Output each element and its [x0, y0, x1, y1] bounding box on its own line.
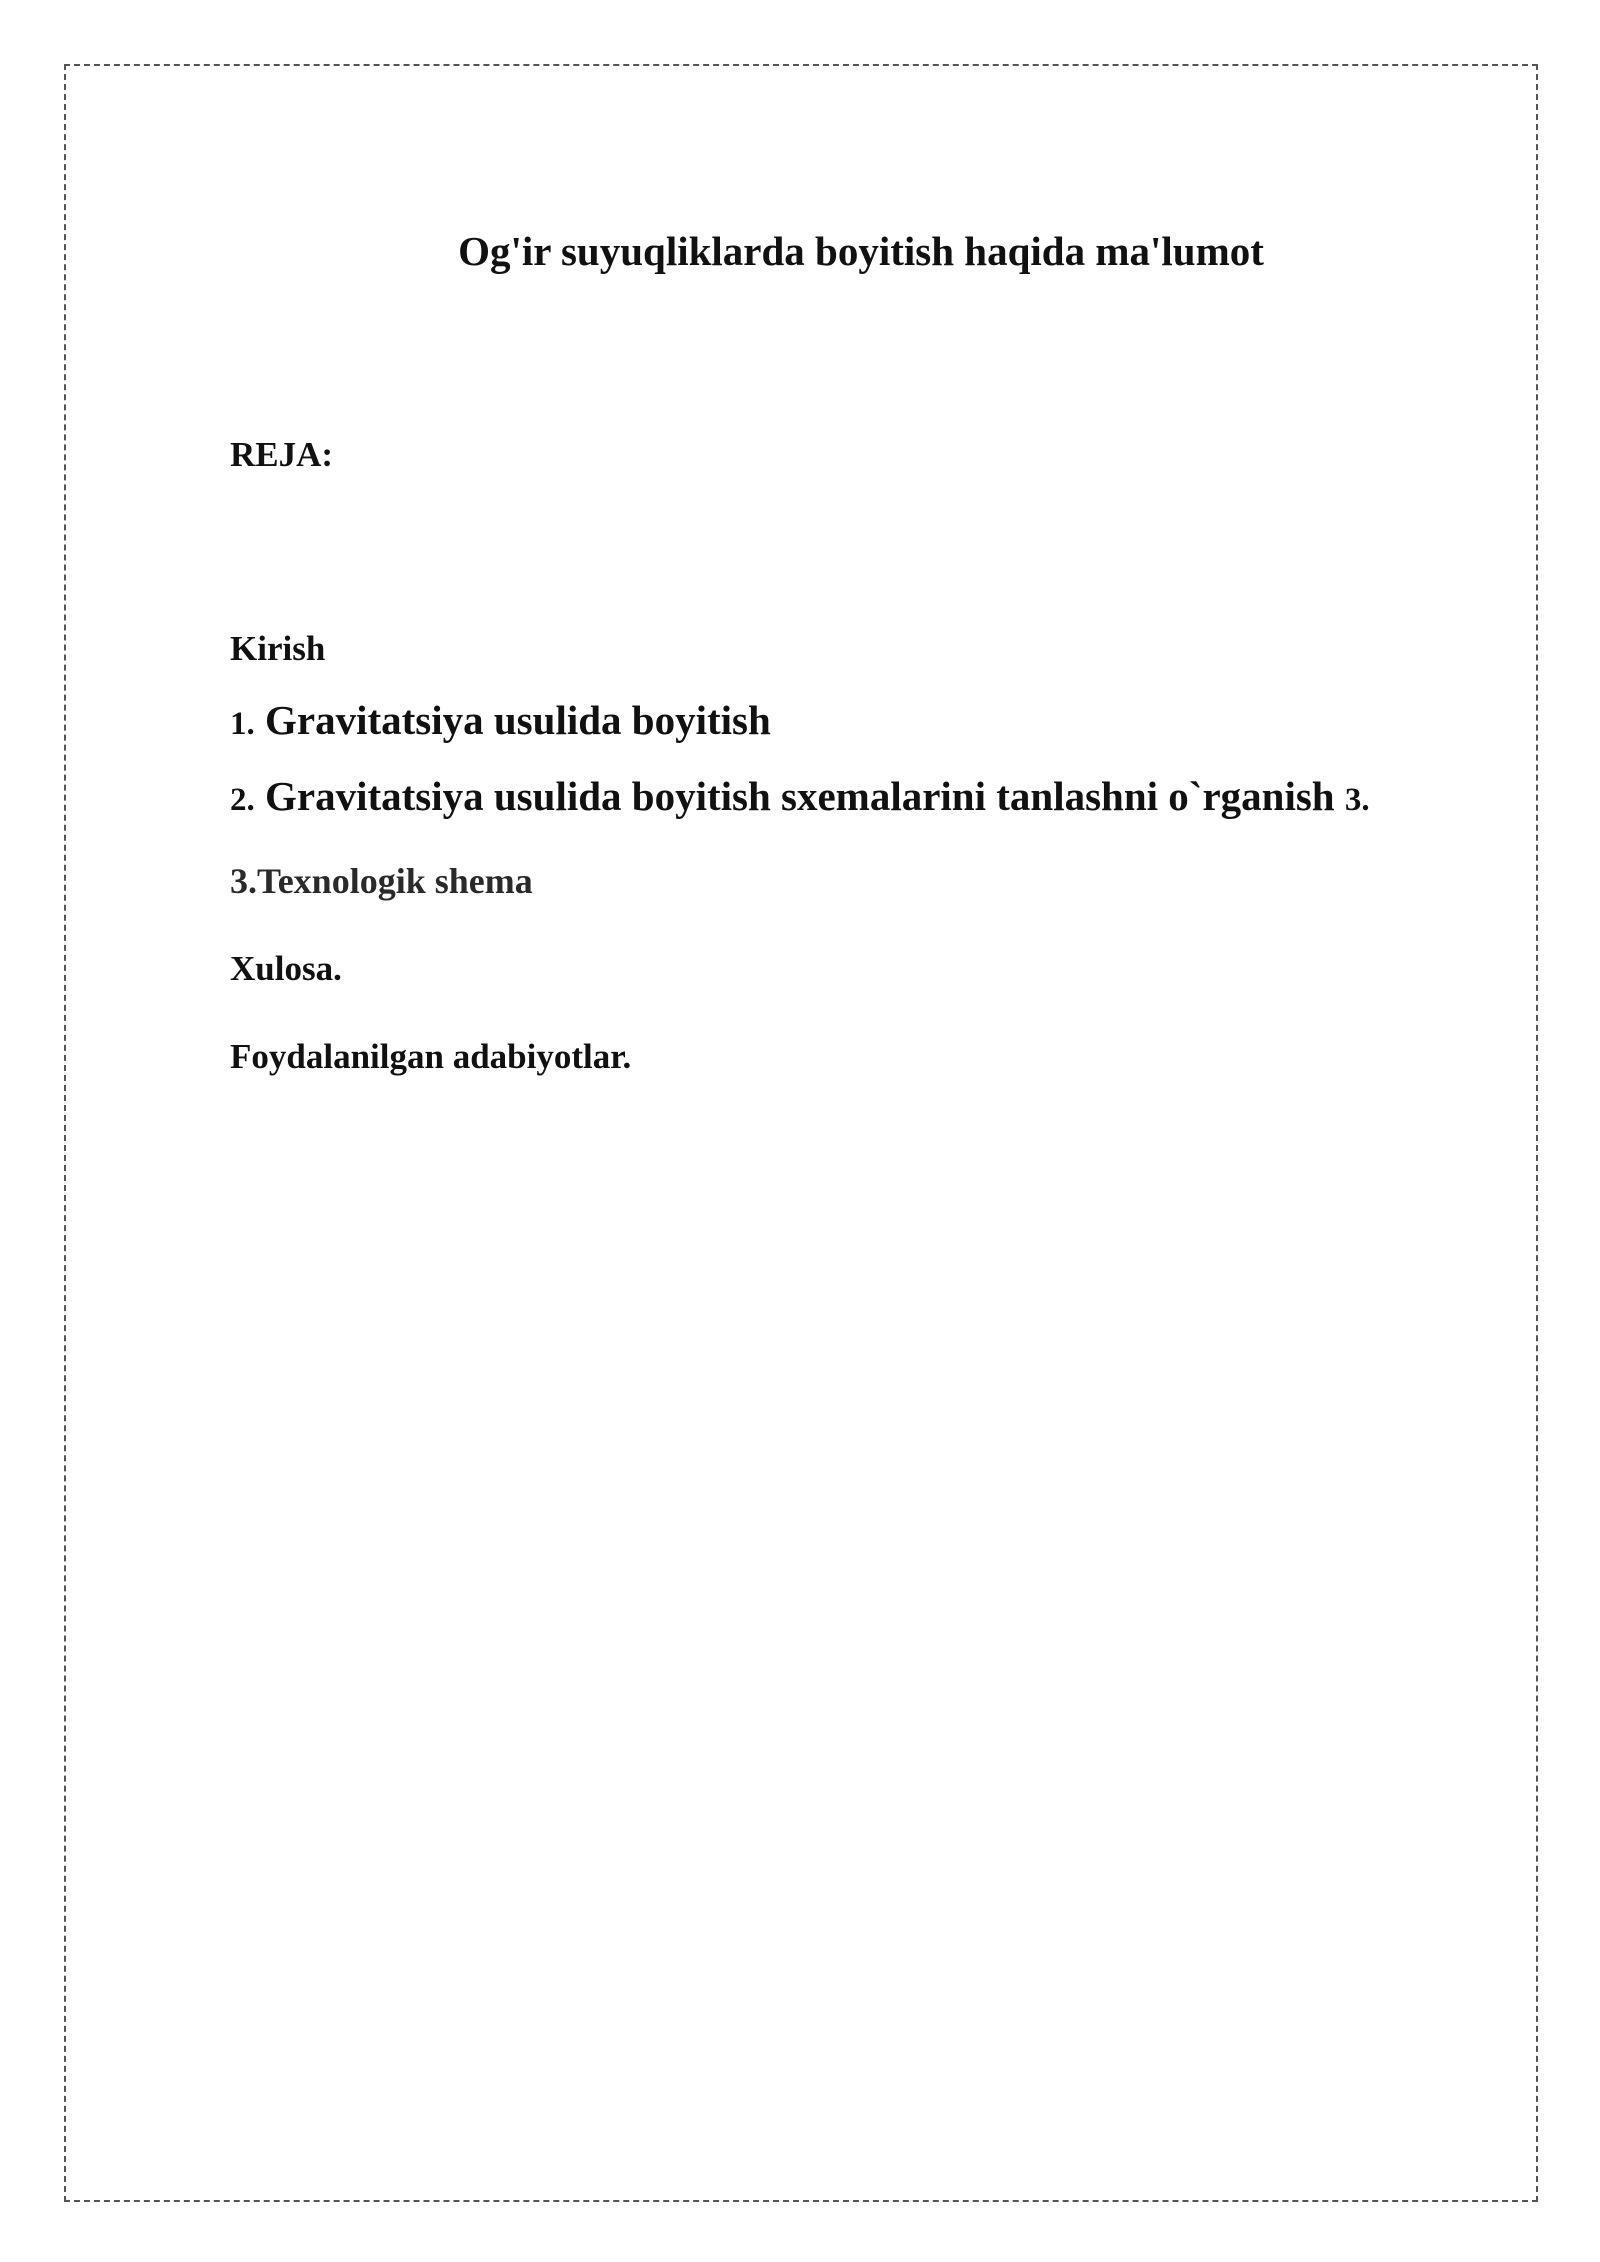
plan-item-2-suffix: 3.: [1344, 782, 1370, 818]
document-title: Og'ir suyuqliklarda boyitish haqida ma'lumot: [458, 228, 1264, 274]
plan-item-references: Foydalanilgan adabiyotlar.: [230, 1037, 632, 1076]
plan-item-2: [230, 772, 1370, 821]
plan-item-2-text: Gravitatsiya usulida boyitish sxemalarini tanlashni o`rganish: [265, 773, 1335, 819]
plan-item-1-number: 1.: [230, 706, 255, 742]
plan-heading: REJA:: [230, 435, 334, 474]
plan-item-3: 3.Texnologik shema: [230, 861, 533, 901]
document-title-container: [230, 227, 1492, 276]
plan-item-conclusion: Xulosa.: [230, 949, 342, 988]
plan-item-2-number: 2.: [230, 782, 255, 818]
plan-item-1-text: Gravitatsiya usulida boyitish: [265, 697, 771, 743]
plan-item-1: [230, 696, 771, 745]
page-border: [64, 64, 1538, 2202]
plan-item-introduction: Kirish: [230, 629, 326, 668]
